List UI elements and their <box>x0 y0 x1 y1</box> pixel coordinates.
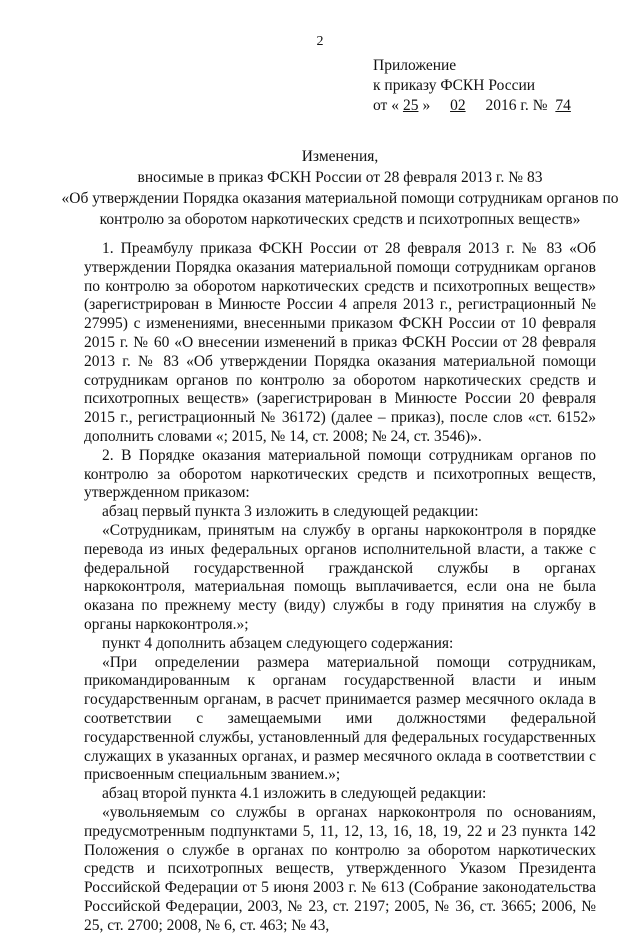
appendix-line1: Приложение <box>373 57 457 74</box>
paragraph-5: пункт 4 дополнить абзацем следующего содержания: <box>102 634 454 652</box>
date-year: 2016 г. <box>485 97 529 114</box>
document-title <box>60 146 620 230</box>
date-month: 02 <box>450 97 466 114</box>
paragraph-1: 1. Преамбулу приказа ФСКН России от 28 февраля 2013 г. № 83 «Об утверждении Порядка оказания материальной помощи сотрудникам органов по контролю за оборотом наркотических средств и психотропных веществ» (зарегистрирован в Минюсте России 4 апреля 2013 г., регистрационный № 27995) с изменениями, внесенными приказом ФСКН России от 10 февраля 2015 г. № 60 «О внесении изменений в приказ ФСКН России от 28 февраля 2013 г. № 83 «Об утверждении Порядка оказания материальной помощи сотрудникам органов по контролю за оборотом наркотических средств и психотропных веществ» (зарегистрирован в Минюсте России 20 февраля 2015 г., регистрационный № 36172) (далее – приказ), после слов «ст. 6152» дополнить словами «; 2015, № 14, ст. 2008; № 24, ст. 3546)». <box>84 240 596 445</box>
paragraph-6-quote: «При определении размера материальной помощи сотрудникам, прикомандированным к органам государственной власти и иным государственным органам, в расчет принимается размер месячного оклада в соответствии с замещаемыми ими должностями федеральной государственной службы, установленный для федеральных государственных служащих в указанных органах, и размер месячного оклада в соответствии с присвоенным специальным званием.»; <box>84 653 596 784</box>
appendix-date-line <box>373 96 575 116</box>
title-line1: Изменения, <box>301 148 379 165</box>
paragraph-7: абзац второй пункта 4.1 изложить в следующей редакции: <box>102 785 487 803</box>
appendix-line2: к приказу ФСКН России <box>373 77 536 94</box>
date-prefix: от « <box>373 97 399 114</box>
date-day: 25 <box>402 97 419 114</box>
title-line2: вносимые в приказ ФСКН России от 28 февраля 2013 г. № 83 <box>137 169 543 186</box>
paragraph-2: 2. В Порядке оказания материальной помощи сотрудникам органов по контролю за оборотом наркотических средств и психотропных веществ, утвержденном приказом: <box>84 446 596 502</box>
number-prefix: № <box>532 97 548 114</box>
date-mid: » <box>422 97 431 114</box>
document-body <box>84 240 596 935</box>
appendix-header <box>373 56 575 116</box>
paragraph-8-quote: «увольняемым со службы в органах наркоконтроля по основаниям, предусмотренным подпунктами 5, 11, 12, 13, 16, 18, 19, 22 и 23 пункта 142 Положения о службе в органах по контролю за оборотом наркотических средств и психотропных веществ, утвержденного Указом Президента Российской Федерации от 5 июня 2003 г. № 613 (Собрание законодательства Российской Федерации, 2003, № 23, ст. 2197; 2005, № 36, ст. 3665; 2006, № 25, ст. 2700; 2008, № 6, ст. 463; № 43, <box>84 803 596 934</box>
paragraph-3: абзац первый пункта 3 изложить в следующей редакции: <box>102 503 479 521</box>
paragraph-4-quote: «Сотрудникам, принятым на службу в органы наркоконтроля в порядке перевода из иных федеральных органов исполнительной власти, а также с федеральной государственной гражданской службы в органах наркоконтроля, материальная помощь выплачивается, если она не была оказана по прежнему месту (виду) службы в году принятия на службу в органы наркоконтроля.»; <box>84 521 596 633</box>
title-line3: «Об утверждении Порядка оказания материальной помощи сотрудникам органов по контролю за оборотом наркотических средств и психотропных веществ» <box>61 190 619 228</box>
order-number: 74 <box>555 97 571 114</box>
page-number: 2 <box>316 34 324 49</box>
